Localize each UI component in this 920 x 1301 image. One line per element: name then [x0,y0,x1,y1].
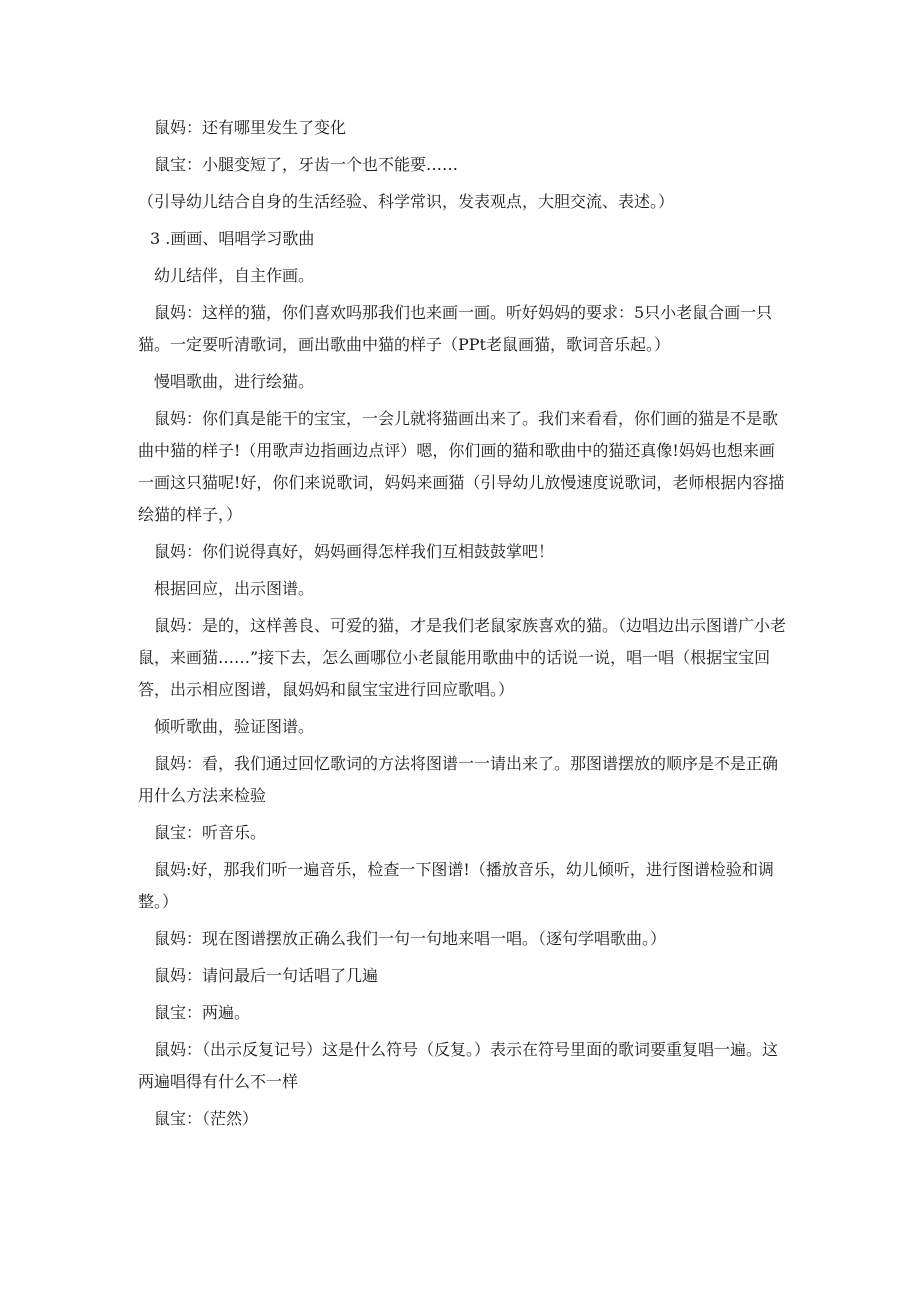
paragraph-13: 鼠妈：看，我们通过回忆歌词的方法将图谱一一请出来了。那图谱摆放的顺序是不是正确用什么方法来检验 [138,754,779,805]
paragraph-10: 根据回应，出示图谱。 [154,579,315,598]
paragraph-9: 鼠妈：你们说得真好，妈妈画得怎样我们互相鼓鼓掌吧！ [154,542,555,561]
paragraph-1: 鼠妈：还有哪里发生了变化 [154,118,347,137]
paragraph-6: 鼠妈：这样的猫，你们喜欢吗那我们也来画一画。听好妈妈的要求：5只小老鼠合画一只猫。一定要听清歌词，画出歌曲中猫的样子（PPt老鼠画猫，歌词音乐起。） [138,303,773,354]
paragraph-18: 鼠宝：两遍。 [154,1003,251,1022]
paragraph-3: （引导幼儿结合自身的生活经验、科学常识，发表观点，大胆交流、表述。） [138,192,675,211]
paragraph-8: 鼠妈：你们真是能干的宝宝，一会儿就将猫画出来了。我们来看看，你们画的猫是不是歌曲中猫的样子!（用歌声边指画边点评）嗯，你们画的猫和歌曲中的猫还真像!妈妈也想来画一画这只猫呢!好，你们来说歌词，妈妈来画猫（引导幼儿放慢速度说歌词，老师根据内容描绘猫的样子，） [138,409,785,524]
paragraph-17: 鼠妈：请问最后一句话唱了几遍 [154,966,379,985]
paragraph-19: 鼠妈：（出示反复记号）这是什么符号（反复。）表示在符号里面的歌词要重复唱一遍。这两遍唱得有什么不一样 [138,1040,779,1091]
paragraph-5: 幼儿结伴，自主作画。 [154,266,315,285]
paragraph-14: 鼠宝：听音乐。 [154,823,267,842]
paragraph-2: 鼠宝：小腿变短了，牙齿一个也不能要…… [154,155,459,174]
paragraph-20: 鼠宝：（茫然） [154,1109,259,1128]
paragraph-11: 鼠妈：是的，这样善良、可爱的猫，才是我们老鼠家族喜欢的猫。（边唱边出示图谱广小老鼠，来画猫……”接下去，怎么画哪位小老鼠能用歌曲中的话说一说，唱一唱（根据宝宝回答，出示相应图谱，鼠妈妈和鼠宝宝进行回应歌唱。） [138,616,787,699]
section-heading: 3 .画画、唱唱学习歌曲 [150,229,315,248]
paragraph-7: 慢唱歌曲，进行绘猫。 [154,372,315,391]
paragraph-12: 倾听歌曲，验证图谱。 [154,717,315,736]
paragraph-15: 鼠妈:好，那我们听一遍音乐，检查一下图谱!（播放音乐，幼儿倾听，进行图谱检验和调整。） [138,860,774,911]
paragraph-16: 鼠妈：现在图谱摆放正确么我们一句一句地来唱一唱。（逐句学唱歌曲。） [154,929,667,948]
document-body [138,112,788,1140]
